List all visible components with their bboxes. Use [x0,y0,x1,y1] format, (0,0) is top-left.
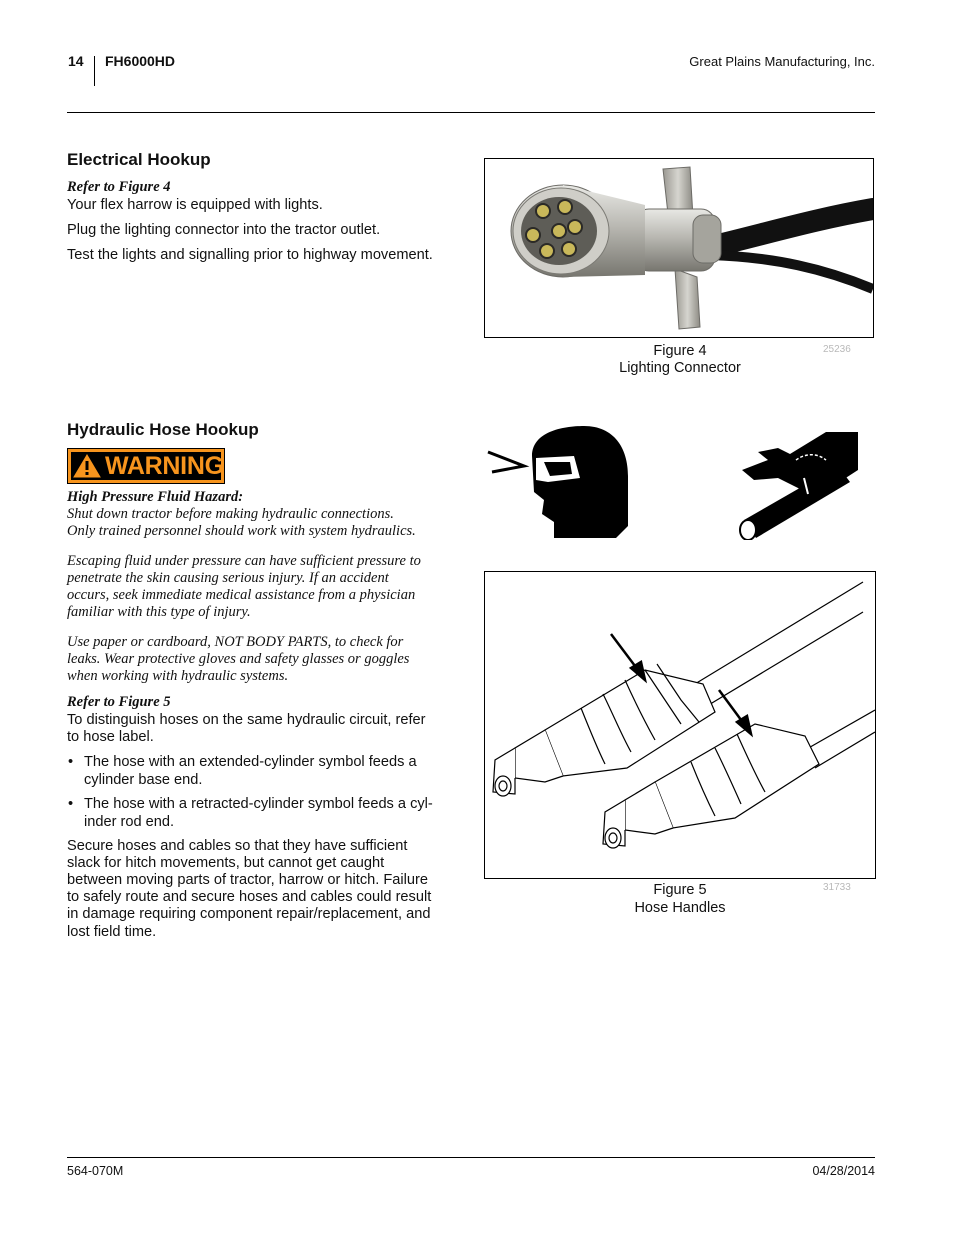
hydraulic-heading: Hydraulic Hose Hookup [67,420,259,439]
electrical-text-3: Test the lights and signalling prior to highway movement. [67,247,433,263]
paper-line-3: when working with hydraulic systems. [67,668,289,684]
figure-5-caption: Hose Handles [634,900,726,916]
secure-line-4: to safely route and secure hoses and cables could result [67,889,432,905]
doc-number: 564-070M [67,1164,124,1178]
distinguish-line-2: to hose label. [67,729,154,745]
bullet-1-line-2: cylinder base end. [84,771,203,788]
distinguish-line-1: To distinguish hoses on the same hydraulic circuit, refer [67,712,426,728]
bullet-1-line-1: The hose with an extended-cylinder symbol feeds a [84,754,417,770]
electrical-heading: Electrical Hookup [67,150,211,169]
bullet-2 [67,796,433,831]
company-name: Great Plains Manufacturing, Inc. [689,54,875,69]
electrical-text-2: Plug the lighting connector into the tractor outlet. [67,222,381,238]
figure-4-frame [484,158,874,338]
secure-line-3: between moving parts of tractor, harrow or hitch. Failure [67,872,428,888]
bullet-2-line-1: The hose with a retracted-cylinder symbol feeds a cyl- [84,796,433,812]
secure-line-5: in damage requiring component repair/replacement, and [67,906,431,922]
header-divider [94,56,95,86]
bullet-2-line-2: inder rod end. [84,813,175,830]
bullet-marker: • [68,796,74,812]
model-name: FH6000HD [105,53,176,69]
lighting-connector-illustration [485,159,873,337]
escaping-line-3: occurs, seek immediate medical assistance from a physician [67,587,416,603]
hydraulic-figure-ref: Refer to Figure 5 [67,694,171,710]
escaping-line-4: familiar with this type of injury. [67,604,251,620]
hazard-title: High Pressure Fluid Hazard: [67,489,244,505]
figure-4-caption: Lighting Connector [619,360,741,376]
paper-line-2: leaks. Wear protective gloves and safety glasses or goggles [67,651,410,667]
bullet-marker: • [68,754,74,770]
eye-protection-icon [484,422,632,540]
hazard-line-2: Only trained personnel should work with system hydraulics. [67,523,416,539]
secure-line-6: lost field time. [67,924,157,940]
injection-hazard-icon [738,430,860,540]
header-rule [67,112,875,113]
electrical-figure-ref: Refer to Figure 4 [67,179,171,195]
hazard-line-1: Shut down tractor before making hydraulic connections. [67,506,394,522]
footer-rule [67,1157,875,1158]
figure-5-art-id: 31733 [823,882,851,893]
hose-handles-illustration [485,572,875,878]
bullet-1 [67,754,417,789]
figure-4-label: Figure 4 [653,343,707,359]
escaping-line-2: penetrate the skin causing serious injury. If an accident [67,570,389,586]
secure-line-2: slack for hitch movements, but cannot get caught [67,855,385,871]
figure-5-label: Figure 5 [653,882,707,898]
figure-4-art-id: 25236 [823,344,851,355]
page-number: 14 [68,53,84,69]
doc-date: 04/28/2014 [812,1164,875,1178]
electrical-text-1: Your flex harrow is equipped with lights. [67,197,323,213]
escaping-line-1: Escaping fluid under pressure can have sufficient pressure to [67,553,421,569]
warning-text: WARNING [105,452,224,480]
warning-triangle-icon [73,454,101,478]
warning-label [67,448,225,484]
figure-5-frame [484,571,876,879]
secure-line-1: Secure hoses and cables so that they have sufficient [67,838,408,854]
paper-line-1: Use paper or cardboard, NOT BODY PARTS, to check for [67,634,404,650]
